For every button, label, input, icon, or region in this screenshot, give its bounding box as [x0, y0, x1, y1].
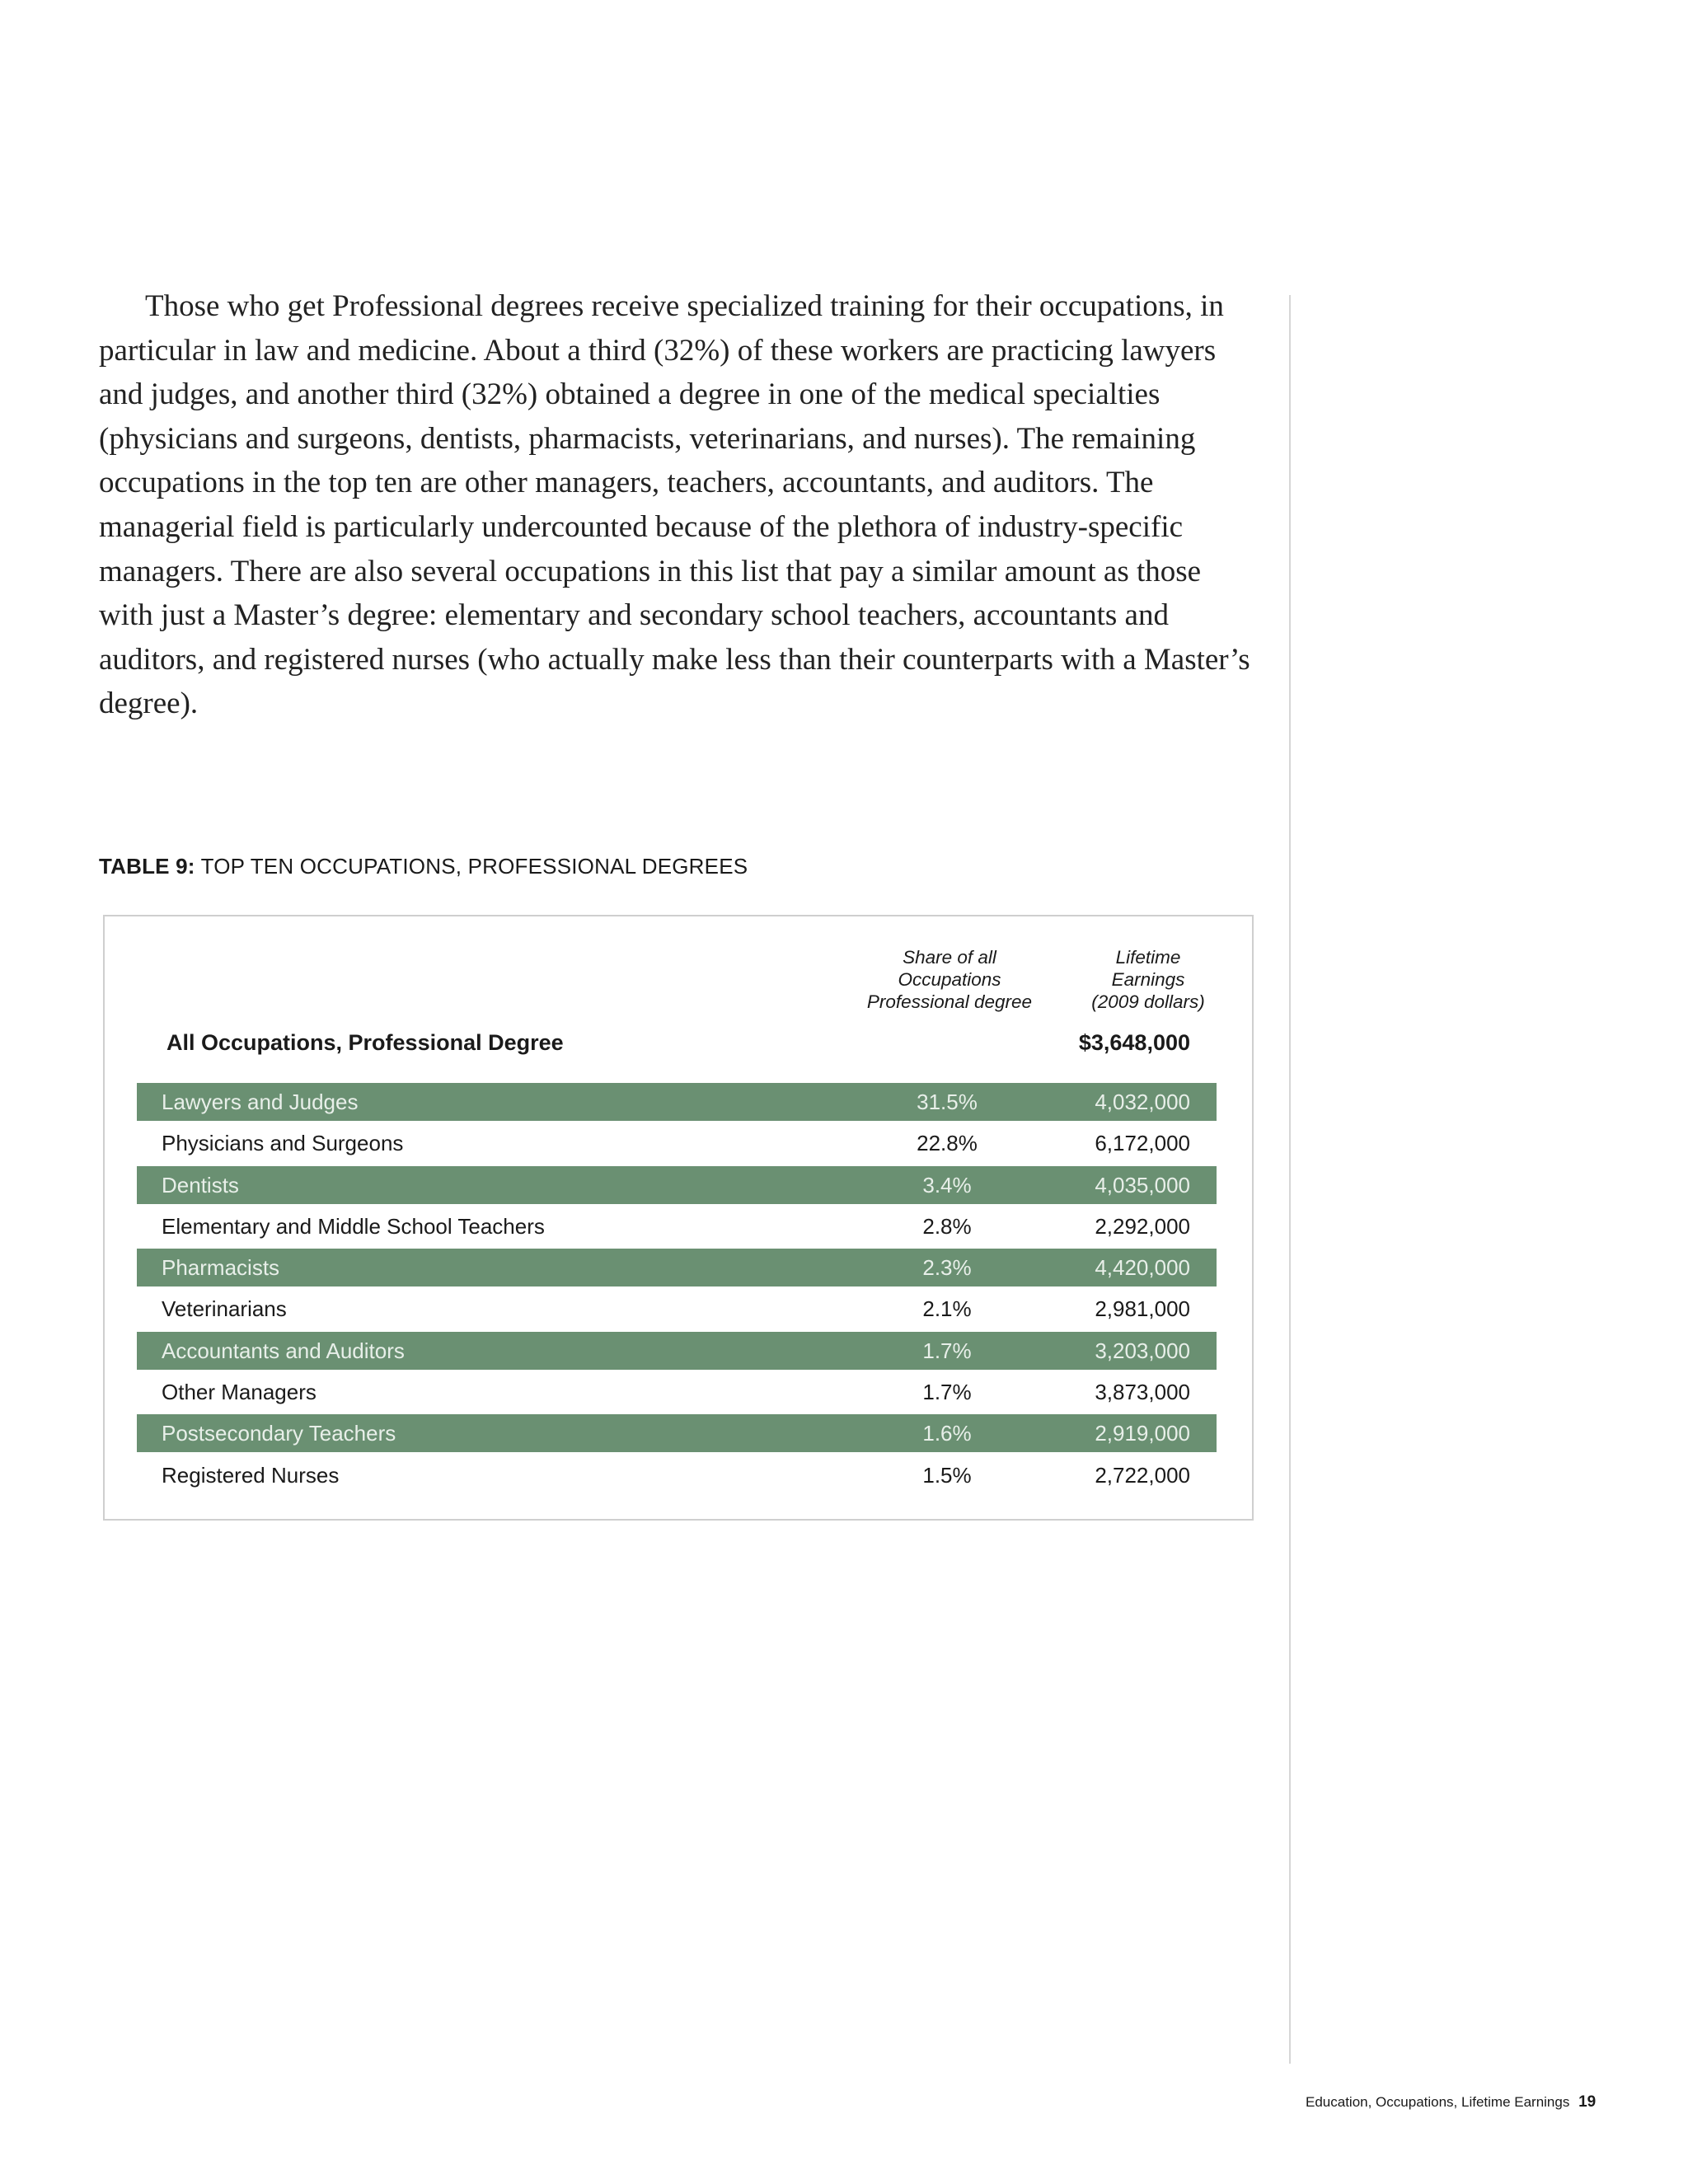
share-column-header — [851, 946, 1048, 1013]
occupation-earnings: 2,919,000 — [1095, 1421, 1190, 1446]
occupation-share: 1.7% — [922, 1338, 972, 1363]
occupation-earnings: 3,203,000 — [1095, 1338, 1190, 1363]
occupation-earnings: 2,981,000 — [1095, 1296, 1190, 1322]
occupation-earnings: 4,032,000 — [1095, 1090, 1190, 1114]
table-row — [137, 1124, 1217, 1162]
occupation-name: Pharmacists — [162, 1255, 280, 1281]
occupation-share: 2.1% — [922, 1296, 972, 1322]
occupation-share: 31.5% — [917, 1090, 978, 1114]
table-row — [137, 1373, 1217, 1411]
share-header-line: Occupations — [898, 969, 1001, 990]
earnings-header-line: Earnings — [1111, 969, 1185, 990]
occupation-earnings: 2,292,000 — [1095, 1213, 1190, 1239]
table-row — [137, 1207, 1217, 1245]
vertical-rule — [1289, 295, 1291, 2064]
occupation-earnings: 2,722,000 — [1095, 1462, 1190, 1488]
table-row — [137, 1414, 1217, 1452]
page-footer — [1306, 2093, 1596, 2111]
occupation-name: Postsecondary Teachers — [162, 1421, 396, 1446]
earnings-header-line: Lifetime — [1115, 947, 1181, 968]
occupation-name: Veterinarians — [162, 1296, 287, 1322]
occupation-earnings: 4,035,000 — [1095, 1172, 1190, 1197]
occupation-share: 1.6% — [922, 1421, 972, 1446]
occupation-name: Accountants and Auditors — [162, 1338, 405, 1363]
occupation-name: Dentists — [162, 1172, 239, 1197]
table-row — [137, 1083, 1217, 1121]
share-header-line: Share of all — [903, 947, 996, 968]
occupation-share: 2.8% — [922, 1213, 972, 1239]
occupation-earnings: 4,420,000 — [1095, 1255, 1190, 1281]
table-title — [99, 854, 748, 879]
occupation-name: Physicians and Surgeons — [162, 1131, 404, 1156]
occupation-name: Registered Nurses — [162, 1462, 340, 1488]
earnings-column-header — [1074, 946, 1222, 1013]
occupation-share: 22.8% — [917, 1131, 978, 1156]
occupation-share: 3.4% — [922, 1172, 972, 1197]
occupation-share: 2.3% — [922, 1255, 972, 1281]
share-header-line: Professional degree — [866, 991, 1033, 1012]
table-row — [137, 1456, 1217, 1494]
all-occupations-earnings: $3,648,000 — [1078, 1030, 1190, 1055]
page-number: 19 — [1578, 2093, 1597, 2111]
all-occupations-label: All Occupations, Professional Degree — [166, 1030, 564, 1055]
table-row — [137, 1290, 1217, 1328]
occupation-earnings: 6,172,000 — [1095, 1131, 1190, 1156]
table-row — [137, 1166, 1217, 1204]
occupation-name: Lawyers and Judges — [162, 1090, 359, 1114]
occupation-share: 1.5% — [922, 1462, 972, 1488]
occupation-name: Elementary and Middle School Teachers — [162, 1213, 545, 1239]
occupation-earnings: 3,873,000 — [1095, 1380, 1190, 1405]
occupation-share: 1.7% — [922, 1380, 972, 1405]
all-occupations-row — [137, 1030, 1217, 1063]
table-row — [137, 1332, 1217, 1370]
body-paragraph: Those who get Professional degrees receive specialized training for their occupations, in particular in law and medicine. About a third (32%) of these workers are practicing lawyers and judges, and another third (32%) obtained a degree in one of the medical specialties (physicians and surgeons, dentists, pharmacists, veterinarians, and nurses). The remaining occupations in the top ten are other managers, teachers, accountants, and auditors. The managerial field is particularly undercounted because of the plethora of industry-specific managers. There are also several occupations in this list that pay a similar amount as those with just a Master’s degree: elementary and secondary school teachers, accountants and auditors, and registered nurses (who actually make less than their counterparts with a Master’s degree). — [99, 289, 1250, 721]
table-title-text: TOP TEN OCCUPATIONS, PROFESSIONAL DEGREES — [200, 854, 748, 879]
footer-text: Education, Occupations, Lifetime Earnings — [1306, 2094, 1570, 2110]
occupation-name: Other Managers — [162, 1380, 316, 1405]
earnings-header-line: (2009 dollars) — [1091, 991, 1205, 1012]
occupation-rows — [137, 1083, 1217, 1497]
table-row — [137, 1249, 1217, 1286]
table-label: TABLE 9: — [99, 854, 195, 879]
